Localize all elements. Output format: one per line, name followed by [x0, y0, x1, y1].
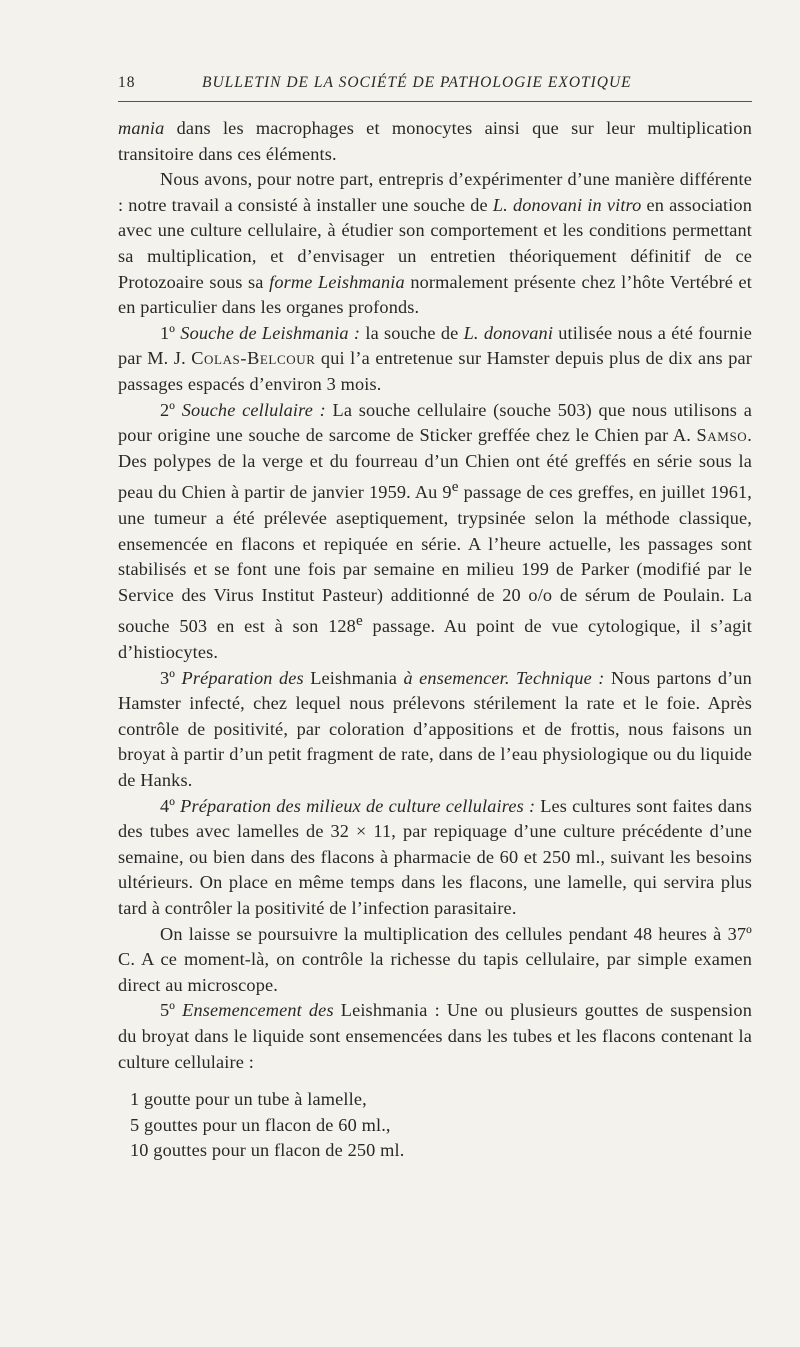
text-run: On laisse se poursuivre la multiplication des cellules pendant 48 heures à 37º C. A ce moment-là, on contrôle la richesse du tapis cellulaire, par simple examen direct au microscope.	[118, 923, 752, 995]
text-run: qui l’a entretenue sur Hamster depuis plus de dix ans par passages espacés d’environ 3 mois.	[118, 348, 752, 394]
section-heading: à ensemencer. Technique :	[403, 667, 605, 688]
section-preparation-milieux	[118, 794, 752, 922]
paragraph-method-intro	[118, 167, 752, 321]
section-heading: Préparation des milieux de culture cellulaires :	[180, 795, 536, 816]
text-run: . Des polypes de la verge et du fourreau d’un Chien ont été greffés en série sous la peau du Chien à partir de janvier 1959. Au 9	[118, 425, 752, 503]
text-run: en association avec une culture cellulaire, à étudier son comportement et les conditions permettant sa multiplication, et d’envisager un entretien théoriquement définitif de ce Protozoaire sous sa	[118, 194, 752, 292]
italic-term: mania	[118, 118, 165, 138]
section-ensemencement	[118, 998, 752, 1075]
text-run: La souche cellulaire (souche 503) que nous utilisons a pour origine une souche de sarcome de Sticker greffée chez le Chien par A.	[118, 399, 752, 446]
section-heading: Préparation des	[181, 667, 304, 688]
section-heading: Souche de Leishmania :	[180, 322, 361, 343]
text-run: Leishmania	[303, 667, 404, 688]
section-souche-leishmania	[118, 321, 752, 398]
section-heading: Ensemencement des	[182, 1000, 334, 1021]
list-item: 10 gouttes pour un flacon de 250 ml.	[130, 1140, 405, 1161]
text-run: normalement présente chez l’hôte Vertébré et en particulier dans les organes profonds.	[118, 271, 752, 318]
text-run: passage de ces greffes, en juillet 1961, une tumeur a été prélevée aseptiquement, trypsinée selon la méthode classique, ensemencée en flacons et repiquée en série. A l’heure actuelle, les passages sont stabilisés et se font une fois par semaine en milieu 199 de Parker (modifié par le Service des Virus Institut Pasteur) additionné de 20 o/o de sérum de Poulain. La souche 503 en est à son 128	[118, 482, 752, 637]
list-item: 1 goutte pour un tube à lamelle,	[130, 1089, 367, 1110]
text-run: dans les macrophages et monocytes ainsi que sur leur multiplication transitoire dans ces éléments.	[118, 118, 752, 164]
article-body	[118, 116, 752, 1164]
section-number: 5º	[160, 1000, 183, 1021]
italic-term: L. donovani	[463, 322, 554, 343]
running-title: BULLETIN DE LA SOCIÉTÉ DE PATHOLOGIE EXOTIQUE	[202, 74, 632, 91]
superscript: e	[451, 478, 459, 496]
paragraph-multiplication	[118, 922, 752, 999]
header-rule	[118, 101, 752, 102]
italic-term: forme Leishmania	[269, 271, 405, 292]
section-preparation-leishmania	[118, 666, 752, 794]
section-number: 2º	[160, 399, 182, 420]
list-item: 5 gouttes pour un flacon de 60 ml.,	[130, 1114, 391, 1135]
author-name: Samso	[696, 425, 748, 446]
section-number: 3º	[160, 667, 182, 688]
dose-list	[118, 1087, 752, 1164]
section-souche-cellulaire	[118, 398, 752, 666]
section-heading: Souche cellulaire :	[181, 399, 326, 420]
superscript: e	[355, 612, 363, 630]
text-run: Leishmania : Une ou plusieurs gouttes de suspension du broyat dans le liquide sont ensemencées dans les tubes et les flacons contenant la culture cellulaire :	[118, 1000, 752, 1072]
text-run: Nous avons, pour notre part, entrepris d’expérimenter d’une manière différente : notre travail a consisté à installer une souche de	[118, 169, 752, 215]
text-run: Les cultures sont faites dans des tubes avec lamelles de 32 × 11, par repiquage d’une culture précédente d’une semaine, ou bien dans des flacons à pharmacie de 60 et 250 ml., suivant les besoins ultérieurs. On place en même temps dans les flacons, une lamelle, qui servira plus tard à contrôler la positivité de l’infection parasitaire.	[118, 795, 752, 918]
section-number: 4º	[160, 795, 181, 816]
page-number: 18	[118, 74, 136, 91]
paragraph-continuation	[118, 116, 752, 167]
text-run: la souche de	[360, 322, 464, 343]
section-number: 1º	[160, 322, 181, 343]
text-run: Nous partons d’un Hamster infecté, chez lequel nous prélevons stérilement la rate et le foie. Après contrôle de positivité, par coloration d’appositions et de frottis, nous faisons un broyat à partir d’un petit fragment de rate, dans de l’eau physiologique ou du liquide de Hanks.	[118, 667, 752, 791]
text-run: utilisée nous a été fournie par M. J.	[118, 322, 752, 369]
text-run: passage. Au point de vue cytologique, il s’agit d’histiocytes.	[118, 616, 752, 663]
author-name: Colas-Belcour	[191, 348, 316, 369]
italic-term: L. donovani in vitro	[492, 194, 642, 215]
